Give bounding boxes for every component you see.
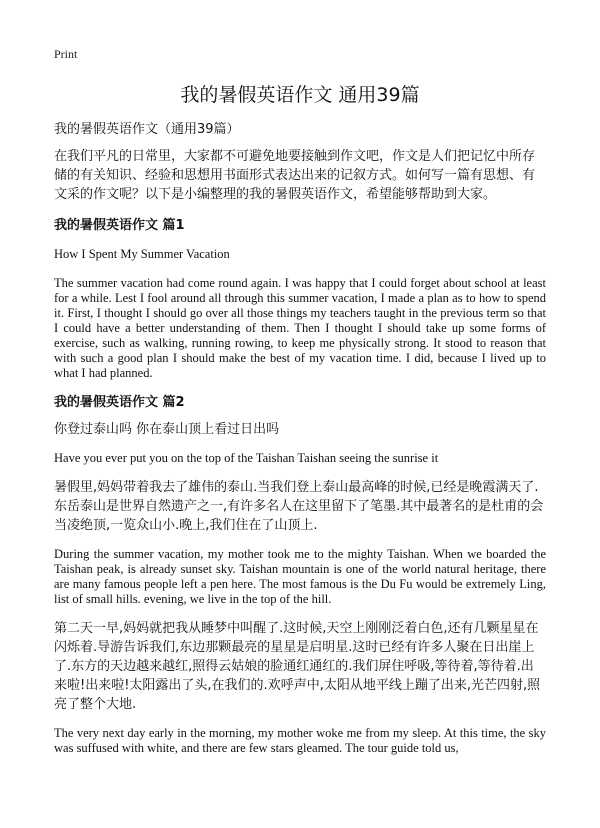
essay-body-zh-2b: 第二天一早,妈妈就把我从睡梦中叫醒了.这时候,天空上刚刚泛着白色,还有几颗星星在闪烁着.导游告诉我们,东边那颗最亮的星星是启明星.这时已经有许多人聚在日出崖上了.东方的天边越来越红,照得云姑娘的脸通红通红的.我们屏住呼吸,等待着,等待着.出来啦!出来啦!太阳露出了头,在我们的.欢呼声中,太阳从地平线上蹦了出来,光芒四射,照亮了整个大地. [54, 621, 541, 712]
essay-body-en-2a: During the summer vacation, my mother took me to the mighty Taishan. When we boarded the Taishan peak, is already sunset sky. Taishan mountain is one of the world natural heritage, there are many famous people left a pen here. The most famous is the Du Fu would be extremely Ling, list of small hills. evening, we live in the top of the hill. [54, 547, 546, 606]
article-subtitle: 我的暑假英语作文（通用39篇） [54, 122, 240, 137]
essay-body-en-1: The summer vacation had come round again. I was happy that I could forget about school at least for a while. Lest I fool around all through this summer vacation, I made a plan as to how to spend it. First, I thought I should go over all those things my teachers taught in the previous term so that I could have a better understanding of them. Then I thought I should take up some forms of exercise, such as walking, running rowing, to keep me physically strong. It stood to reason that with such a good plan I should make the best of my vacation time. I did, because I lived up to what I had planned. [54, 276, 546, 380]
essay-body-zh-2a: 暑假里,妈妈带着我去了雄伟的泰山.当我们登上泰山最高峰的时候,已经是晚霞满天了.东岳泰山是世界自然遗产之一,有许多名人在这里留下了笔墨.其中最著名的是杜甫的会当凌绝顶,一览众山小.晚上,我们住在了山顶上. [54, 480, 544, 533]
intro-paragraph: 在我们平凡的日常里，大家都不可避免地要接触到作文吧，作文是人们把记忆中所存储的有关知识、经验和思想用书面形式表达出来的记叙方式。如何写一篇有思想、有文采的作文呢？以下是小编整理的我的暑假英语作文，希望能够帮助到大家。 [54, 149, 536, 202]
page-title: 我的暑假英语作文 通用39篇 [180, 84, 420, 106]
essay-title-en-2: Have you ever put you on the top of the Taishan Taishan seeing the sunrise it [54, 451, 439, 465]
section-heading-1: 我的暑假英语作文 篇1 [54, 218, 185, 233]
section-heading-2: 我的暑假英语作文 篇2 [54, 395, 185, 410]
essay-title-zh-2: 你登过泰山吗 你在泰山顶上看过日出吗 [54, 422, 280, 437]
print-label: Print [54, 47, 78, 61]
article-body [54, 120, 546, 756]
essay-title-en-1: How I Spent My Summer Vacation [54, 247, 230, 261]
essay-body-en-2b: The very next day early in the morning, my mother woke me from my sleep. At this time, the sky was suffused with white, and there are few stars gleamed. The tour guide told us, [54, 726, 546, 755]
